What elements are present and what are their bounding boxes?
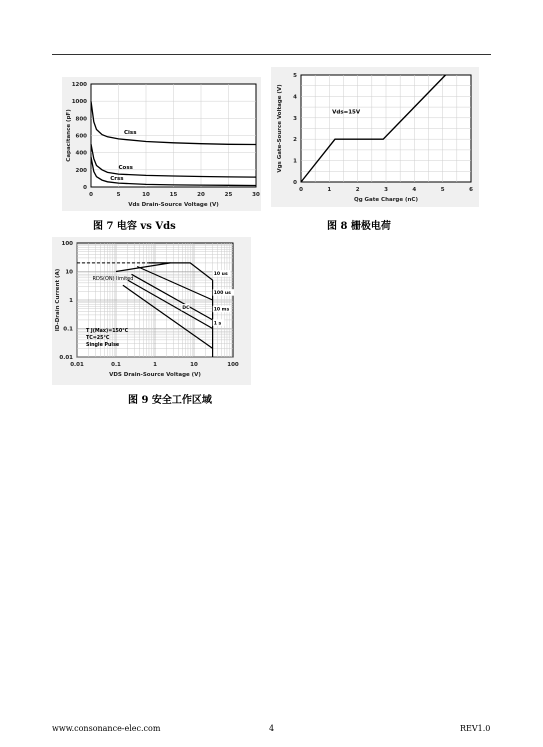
x-tick-label: 100 (227, 362, 239, 368)
x-tick-label: 5 (116, 192, 121, 198)
x-tick-label: 2 (355, 187, 360, 193)
tj-label: T J(Max)=150°C (85, 329, 129, 335)
y-tick-label: 0.1 (63, 326, 73, 333)
y-tick-label: 600 (75, 133, 87, 140)
tc-label: TC=25°C (85, 336, 110, 342)
y-tick-label: 5 (293, 73, 297, 79)
fig8-caption: 图 8 栅极电荷 (327, 221, 391, 232)
footer-revision: REV1.0 (460, 724, 491, 733)
footer-page-number: 4 (269, 724, 275, 733)
soa-chart (52, 237, 251, 385)
y-tick-label: 4 (293, 94, 297, 101)
y-tick-label: 1 (69, 298, 73, 304)
fig7-caption: 图 7 电容 vs Vds (93, 221, 176, 232)
x-tick-label: 3 (384, 187, 388, 193)
x-tick-label: 30 (252, 192, 260, 198)
x-axis-label: Qg Gate Charge (nC) (354, 197, 418, 203)
capacitance-chart (62, 77, 261, 211)
y-tick-label: 2 (293, 137, 297, 144)
y-tick-label: 0.01 (59, 355, 73, 361)
fig9-caption: 图 9 安全工作区域 (128, 395, 212, 406)
y-axis-label: ID-Drain Current (A) (55, 268, 61, 332)
x-tick-label: 0 (89, 192, 93, 198)
y-tick-label: 1000 (71, 99, 87, 106)
x-tick-label: 0 (299, 187, 303, 193)
x-tick-label: 10 (190, 362, 198, 368)
single-pulse-label: Single Pulse (85, 343, 120, 349)
series-label-ciss: Ciss (124, 129, 137, 136)
y-tick-label: 0 (83, 185, 87, 191)
x-tick-label: 0.01 (70, 362, 84, 368)
y-tick-label: 3 (293, 115, 297, 122)
y-tick-label: 100 (61, 241, 73, 247)
y-tick-label: 800 (75, 116, 87, 123)
vds-annotation: Vds=15V (332, 109, 361, 116)
x-tick-label: 15 (169, 192, 178, 198)
y-axis-label: Vgs Gate-Source Voltage (V) (277, 84, 283, 173)
x-tick-label: 10 (142, 192, 150, 198)
x-tick-label: 0.1 (111, 362, 121, 368)
y-tick-label: 1200 (71, 82, 87, 88)
fig8-panel (271, 67, 479, 207)
y-tick-label: 400 (75, 150, 87, 157)
gate-charge-chart (271, 67, 479, 207)
x-axis-label: VDS Drain-Source Voltage (V) (109, 372, 201, 378)
fig7-panel (62, 77, 261, 211)
soa-label-10us: 10 us (213, 272, 228, 278)
x-tick-label: 1 (153, 362, 157, 368)
x-tick-label: 25 (224, 192, 233, 198)
x-axis-label: Vds Drain-Source Voltage (V) (128, 202, 219, 208)
x-tick-label: 1 (327, 187, 332, 193)
soa-label-100us: 100 us (213, 291, 231, 297)
y-tick-label: 0 (293, 180, 297, 186)
series-label-coss: Coss (118, 164, 133, 171)
y-tick-label: 1 (293, 158, 297, 165)
x-tick-label: 6 (469, 187, 473, 193)
series-label-crss: Crss (110, 176, 124, 183)
footer-website: www.consonance-elec.com (52, 724, 161, 733)
y-tick-label: 10 (65, 269, 73, 276)
soa-label-10ms: 10 ms (213, 307, 230, 313)
y-tick-label: 200 (75, 167, 87, 174)
y-axis-label: Capacitance (pF) (66, 109, 72, 162)
x-tick-label: 20 (197, 192, 205, 198)
soa-label-dc: DC (182, 306, 190, 312)
header-rule (52, 54, 491, 55)
rds-on-label: RDS(ON) limited (92, 276, 134, 283)
x-tick-label: 5 (440, 187, 445, 193)
soa-label-1s: 1 s (213, 321, 222, 327)
x-tick-label: 4 (412, 187, 417, 193)
fig9-panel (52, 237, 251, 385)
